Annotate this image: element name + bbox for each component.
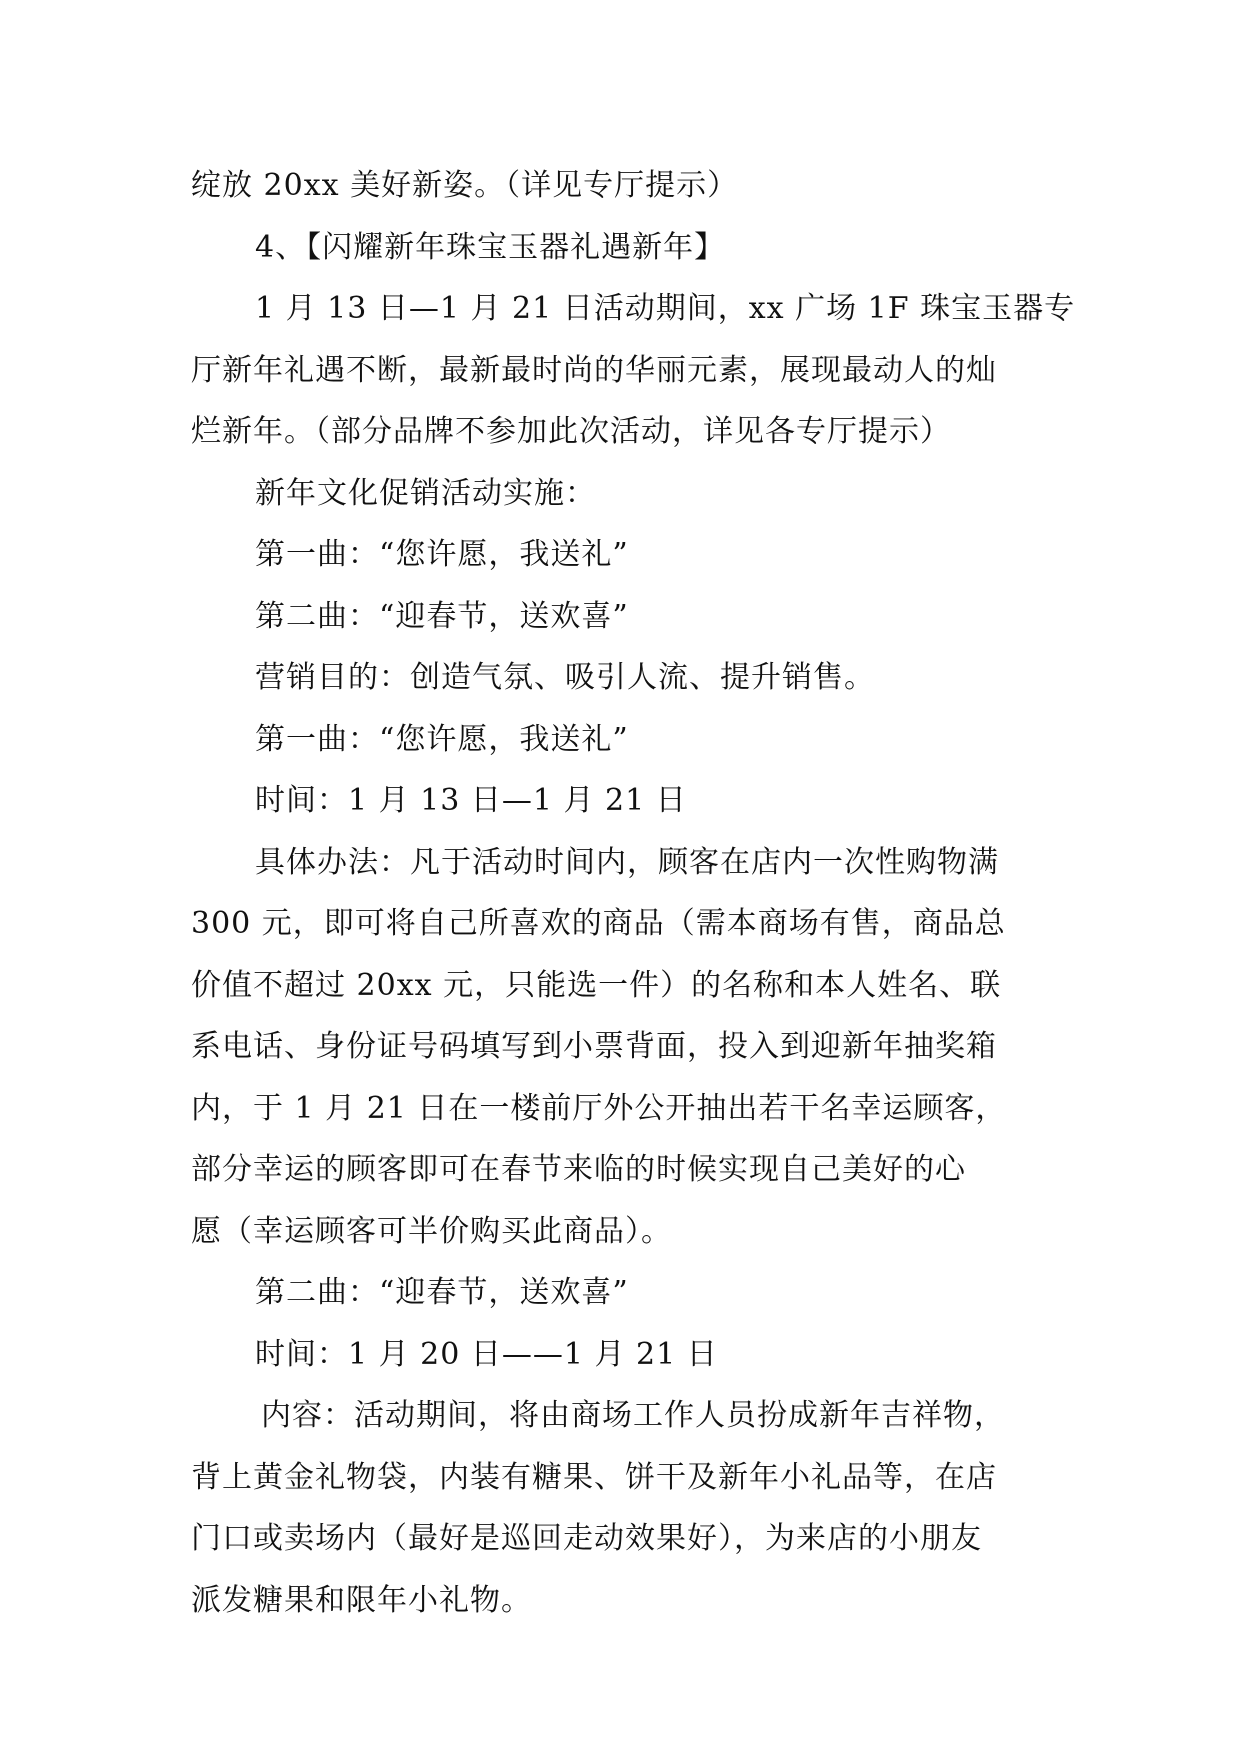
paragraph-line: 具体办法：凡于活动时间内，顾客在店内一次性购物满 — [255, 844, 999, 880]
paragraph-line: 内容：活动期间，将由商场工作人员扮成新年吉祥物， — [261, 1398, 1005, 1433]
paragraph-line: 第一曲：“您许愿，我送礼” — [255, 537, 629, 572]
paragraph-line: 新年文化促销活动实施： — [255, 475, 596, 511]
paragraph-line: 第一曲：“您许愿，我送礼” — [255, 721, 629, 757]
paragraph-line: 第二曲：“迎春节，送欢喜” — [255, 598, 629, 634]
paragraph-line: 时间：1 月 20 日——1 月 21 日 — [255, 1336, 718, 1372]
paragraph-line: 营销目的：创造气氛、吸引人流、提升销售。 — [255, 660, 875, 695]
paragraph-line: 内，于 1 月 21 日在一楼前厅外公开抽出若干名幸运顾客， — [191, 1090, 1007, 1126]
paragraph-line: 时间：1 月 13 日—1 月 21 日 — [255, 783, 687, 818]
paragraph-line: 愿（幸运顾客可半价购买此商品）。 — [191, 1213, 672, 1249]
paragraph-line: 300 元，即可将自己所喜欢的商品（需本商场有售，商品总 — [191, 906, 1006, 941]
paragraph-line: 第二曲：“迎春节，送欢喜” — [255, 1275, 629, 1310]
paragraph-line: 厅新年礼遇不断，最新最时尚的华丽元素，展现最动人的灿 — [191, 352, 997, 388]
paragraph-line: 绽放 20xx 美好新姿。（详见专厅提示） — [191, 168, 739, 203]
paragraph-line: 部分幸运的顾客即可在春节来临的时候实现自己美好的心 — [191, 1152, 966, 1187]
paragraph-line: 1 月 13 日—1 月 21 日活动期间，xx 广场 1F 珠宝玉器专 — [255, 291, 1076, 326]
paragraph-line: 派发糖果和限年小礼物。 — [191, 1582, 532, 1618]
paragraph-line: 系电话、身份证号码填写到小票背面，投入到迎新年抽奖箱 — [191, 1029, 997, 1064]
paragraph-line: 背上黄金礼物袋，内装有糖果、饼干及新年小礼品等，在店 — [191, 1459, 997, 1495]
paragraph-line: 门口或卖场内（最好是巡回走动效果好），为来店的小朋友 — [191, 1521, 982, 1556]
paragraph-line: 价值不超过 20xx 元，只能选一件）的名称和本人姓名、联 — [191, 967, 1002, 1003]
section-heading: 4、【闪耀新年珠宝玉器礼遇新年】 — [255, 229, 726, 265]
paragraph-line: 烂新年。（部分品牌不参加此次活动，详见各专厅提示） — [191, 414, 951, 449]
document-body — [191, 155, 1076, 1631]
